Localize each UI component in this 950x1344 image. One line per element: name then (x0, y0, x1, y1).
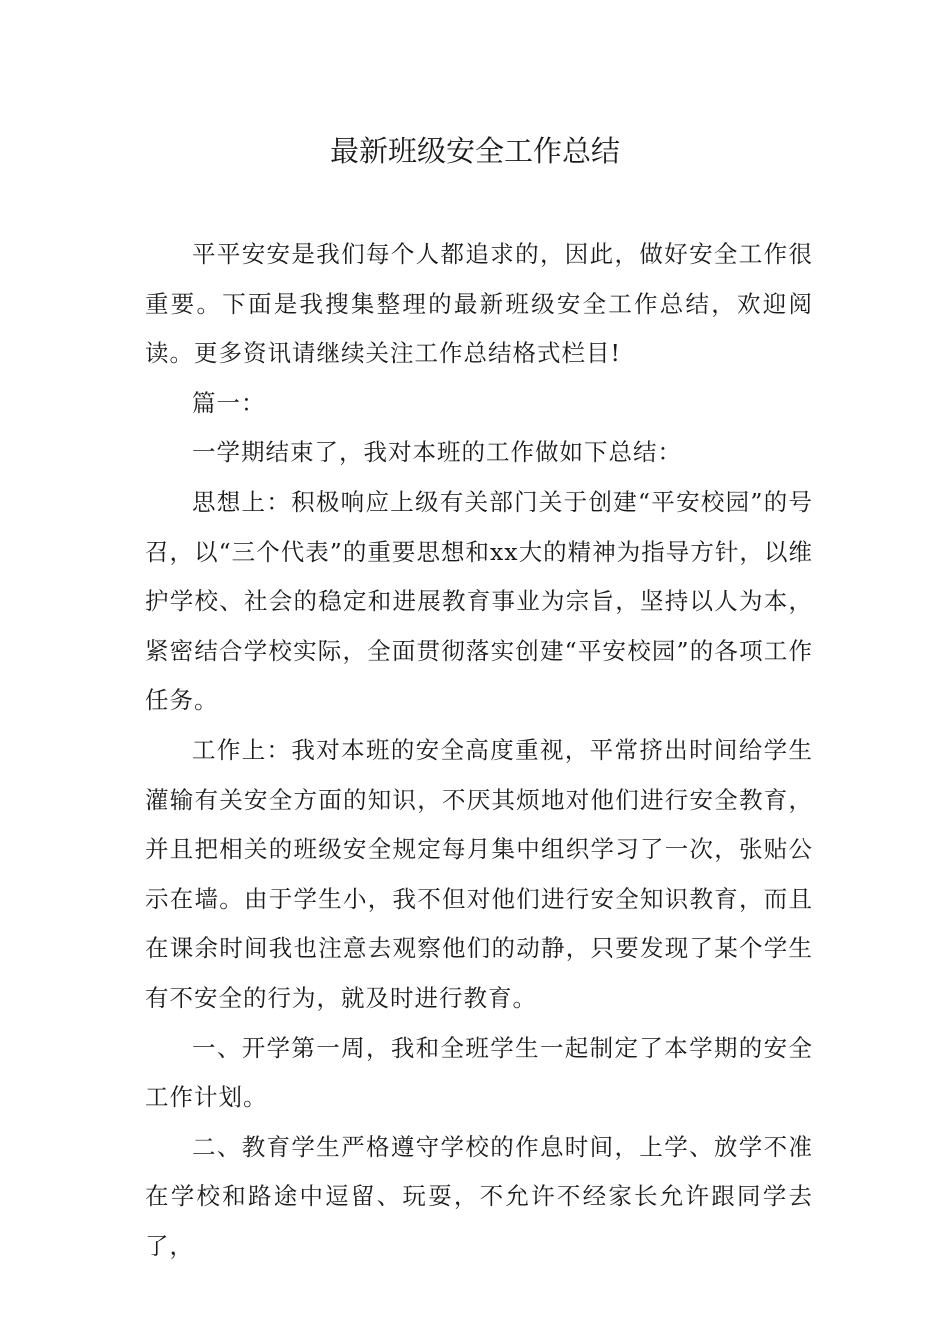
paragraph-item-one: 一、开学第一周，我和全班学生一起制定了本学期的安全工作计划。 (145, 1033, 813, 1112)
document-title: 最新班级安全工作总结 (329, 134, 620, 168)
paragraph-semester-summary: 一学期结束了，我对本班的工作做如下总结： (192, 438, 682, 467)
paragraph-work: 工作上：我对本班的安全高度重视，平常挤出时间给学生灌输有关安全方面的知识，不厌其烦地对他们进行安全教育，并且把相关的班级安全规定每月集中组织学习了一次，张贴公示在墙。由于学生小，我不但对他们进行安全知识教育，而且在课余时间我也注意去观察他们的动静，只要发现了某个学生有不安全的行为，就及时进行教育。 (145, 735, 813, 1012)
paragraph-intro: 平平安安是我们每个人都追求的，因此，做好安全工作很重要。下面是我搜集整理的最新班级安全工作总结，欢迎阅读。更多资讯请继续关注工作总结格式栏目! (145, 240, 813, 368)
paragraph-part-one-heading: 篇一： (192, 388, 266, 417)
paragraph-thinking: 思想上：积极响应上级有关部门关于创建“平安校园”的号召，以“三个代表”的重要思想和xx大的精神为指导方针，以维护学校、社会的稳定和进展教育事业为宗旨，坚持以人为本，紧密结合学校实际，全面贯彻落实创建“平安校园”的各项工作任务。 (145, 487, 813, 715)
document-body (145, 230, 813, 1271)
paragraph-item-two: 二、教育学生严格遵守学校的作息时间，上学、放学不准在学校和路途中逗留、玩耍，不允许不经家长允许跟同学去了， (145, 1132, 813, 1260)
